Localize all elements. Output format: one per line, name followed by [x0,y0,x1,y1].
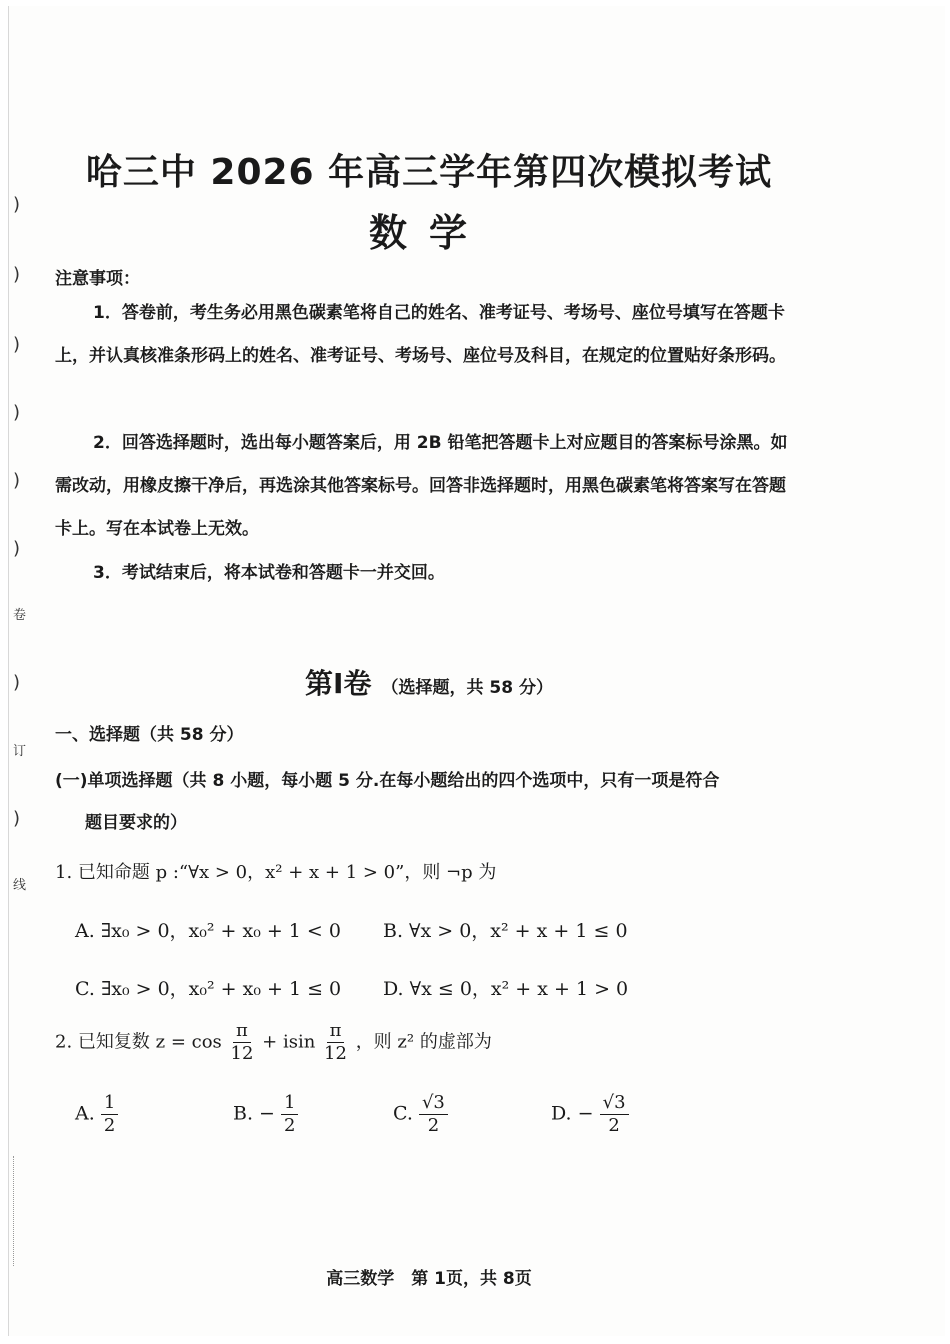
fraction-numerator: √3 [600,1092,629,1115]
notice-item-3: 3．考试结束后，将本试卷和答题卡一并交回。 [93,563,445,583]
option-fraction [281,1092,298,1137]
margin-mark: ) [13,334,21,355]
section-name: 第Ⅰ卷 [305,667,372,700]
subject-title: 数学 [368,210,489,255]
q2-stem-mid: + isin [262,1031,316,1053]
question-1-option-a: A. ∃x₀ > 0，x₀² + x₀ + 1 < 0 [75,920,341,942]
fraction-denominator: 2 [284,1115,296,1136]
option-fraction [101,1092,118,1137]
margin-mark: ) [13,470,21,491]
question-1-option-d: D. ∀x ≤ 0，x² + x + 1 > 0 [383,978,629,1000]
section-title [9,662,849,702]
q2-stem-pre: 2. 已知复数 z = cos [55,1031,222,1053]
fraction-numerator: π [233,1020,251,1043]
fraction-numerator: 1 [101,1092,118,1115]
fraction-denominator: 2 [103,1115,116,1136]
question-2-option-c [393,1092,448,1137]
option-fraction [600,1092,629,1137]
q2-stem-post: ，则 z² 的虚部为 [355,1031,492,1053]
question-2-option-d [551,1092,629,1137]
exam-title: 哈三中 2026 年高三学年第四次模拟考试 [85,152,773,193]
notice-item-2: 2．回答选择题时，选出每小题答案后，用 2B 铅笔把答题卡上对应题目的答案标号涂黑。如需改动，用橡皮擦干净后，再选涂其他答案标号。回答非选择题时，用黑色碳素笔将答案写在答题卡上。写在本试卷上无效。 [55,433,788,539]
option-label: B. − [233,1102,275,1125]
question-2-option-a [75,1092,118,1137]
question-1-stem: 1. 已知命题 p :“∀x > 0，x² + x + 1 > 0”，则 ¬p 为 [55,862,497,883]
margin-mark: 线 [13,878,27,893]
option-label: A. [75,1102,95,1125]
fraction-numerator: π [327,1020,345,1043]
binding-dotted-line [13,1156,14,1266]
fraction-numerator: 1 [281,1092,298,1115]
fraction-denominator: 2 [427,1115,440,1136]
fraction-denominator: 2 [608,1115,620,1136]
page-footer: 高三数学 第 1页，共 8页 [326,1269,532,1289]
fraction-numerator: √3 [419,1092,448,1115]
fraction-pi-over-12 [321,1020,350,1065]
margin-mark: ) [13,672,21,693]
question-2-option-b [233,1092,298,1137]
margin-mark: ) [13,538,21,559]
margin-mark: ) [13,402,21,423]
question-2-stem [55,1020,492,1065]
section-note: （选择题，共 58 分） [381,678,553,698]
option-label: D. − [551,1102,594,1125]
fraction-pi-over-12 [228,1020,257,1065]
margin-mark: ) [13,264,21,285]
notice-heading: 注意事项： [55,269,140,289]
question-1-option-c: C. ∃x₀ > 0，x₀² + x₀ + 1 ≤ 0 [75,978,342,1000]
option-label: C. [393,1102,413,1125]
fraction-denominator: 12 [324,1043,347,1064]
notice-item-1: 1．答卷前，考生务必用黑色碳素笔将自己的姓名、准考证号、考场号、座位号填写在答题卡上，并认真核准条形码上的姓名、准考证号、考场号、座位号及科目，在规定的位置贴好条形码。 [55,303,786,366]
margin-mark: 订 [13,744,27,759]
question-1-option-b: B. ∀x > 0，x² + x + 1 ≤ 0 [383,920,628,942]
sub-heading-line2: 题目要求的） [85,813,187,833]
exam-page [8,6,945,1336]
option-fraction [419,1092,448,1137]
fraction-denominator: 12 [230,1043,254,1064]
margin-mark: ) [13,808,21,829]
sub-heading-line1: (一)单项选择题（共 8 小题，每小题 5 分.在每小题给出的四个选项中，只有一项是符合 [55,771,720,791]
margin-mark: 卷 [13,608,27,623]
part-heading: 一、选择题（共 58 分） [55,725,244,745]
margin-mark: ) [13,194,21,215]
